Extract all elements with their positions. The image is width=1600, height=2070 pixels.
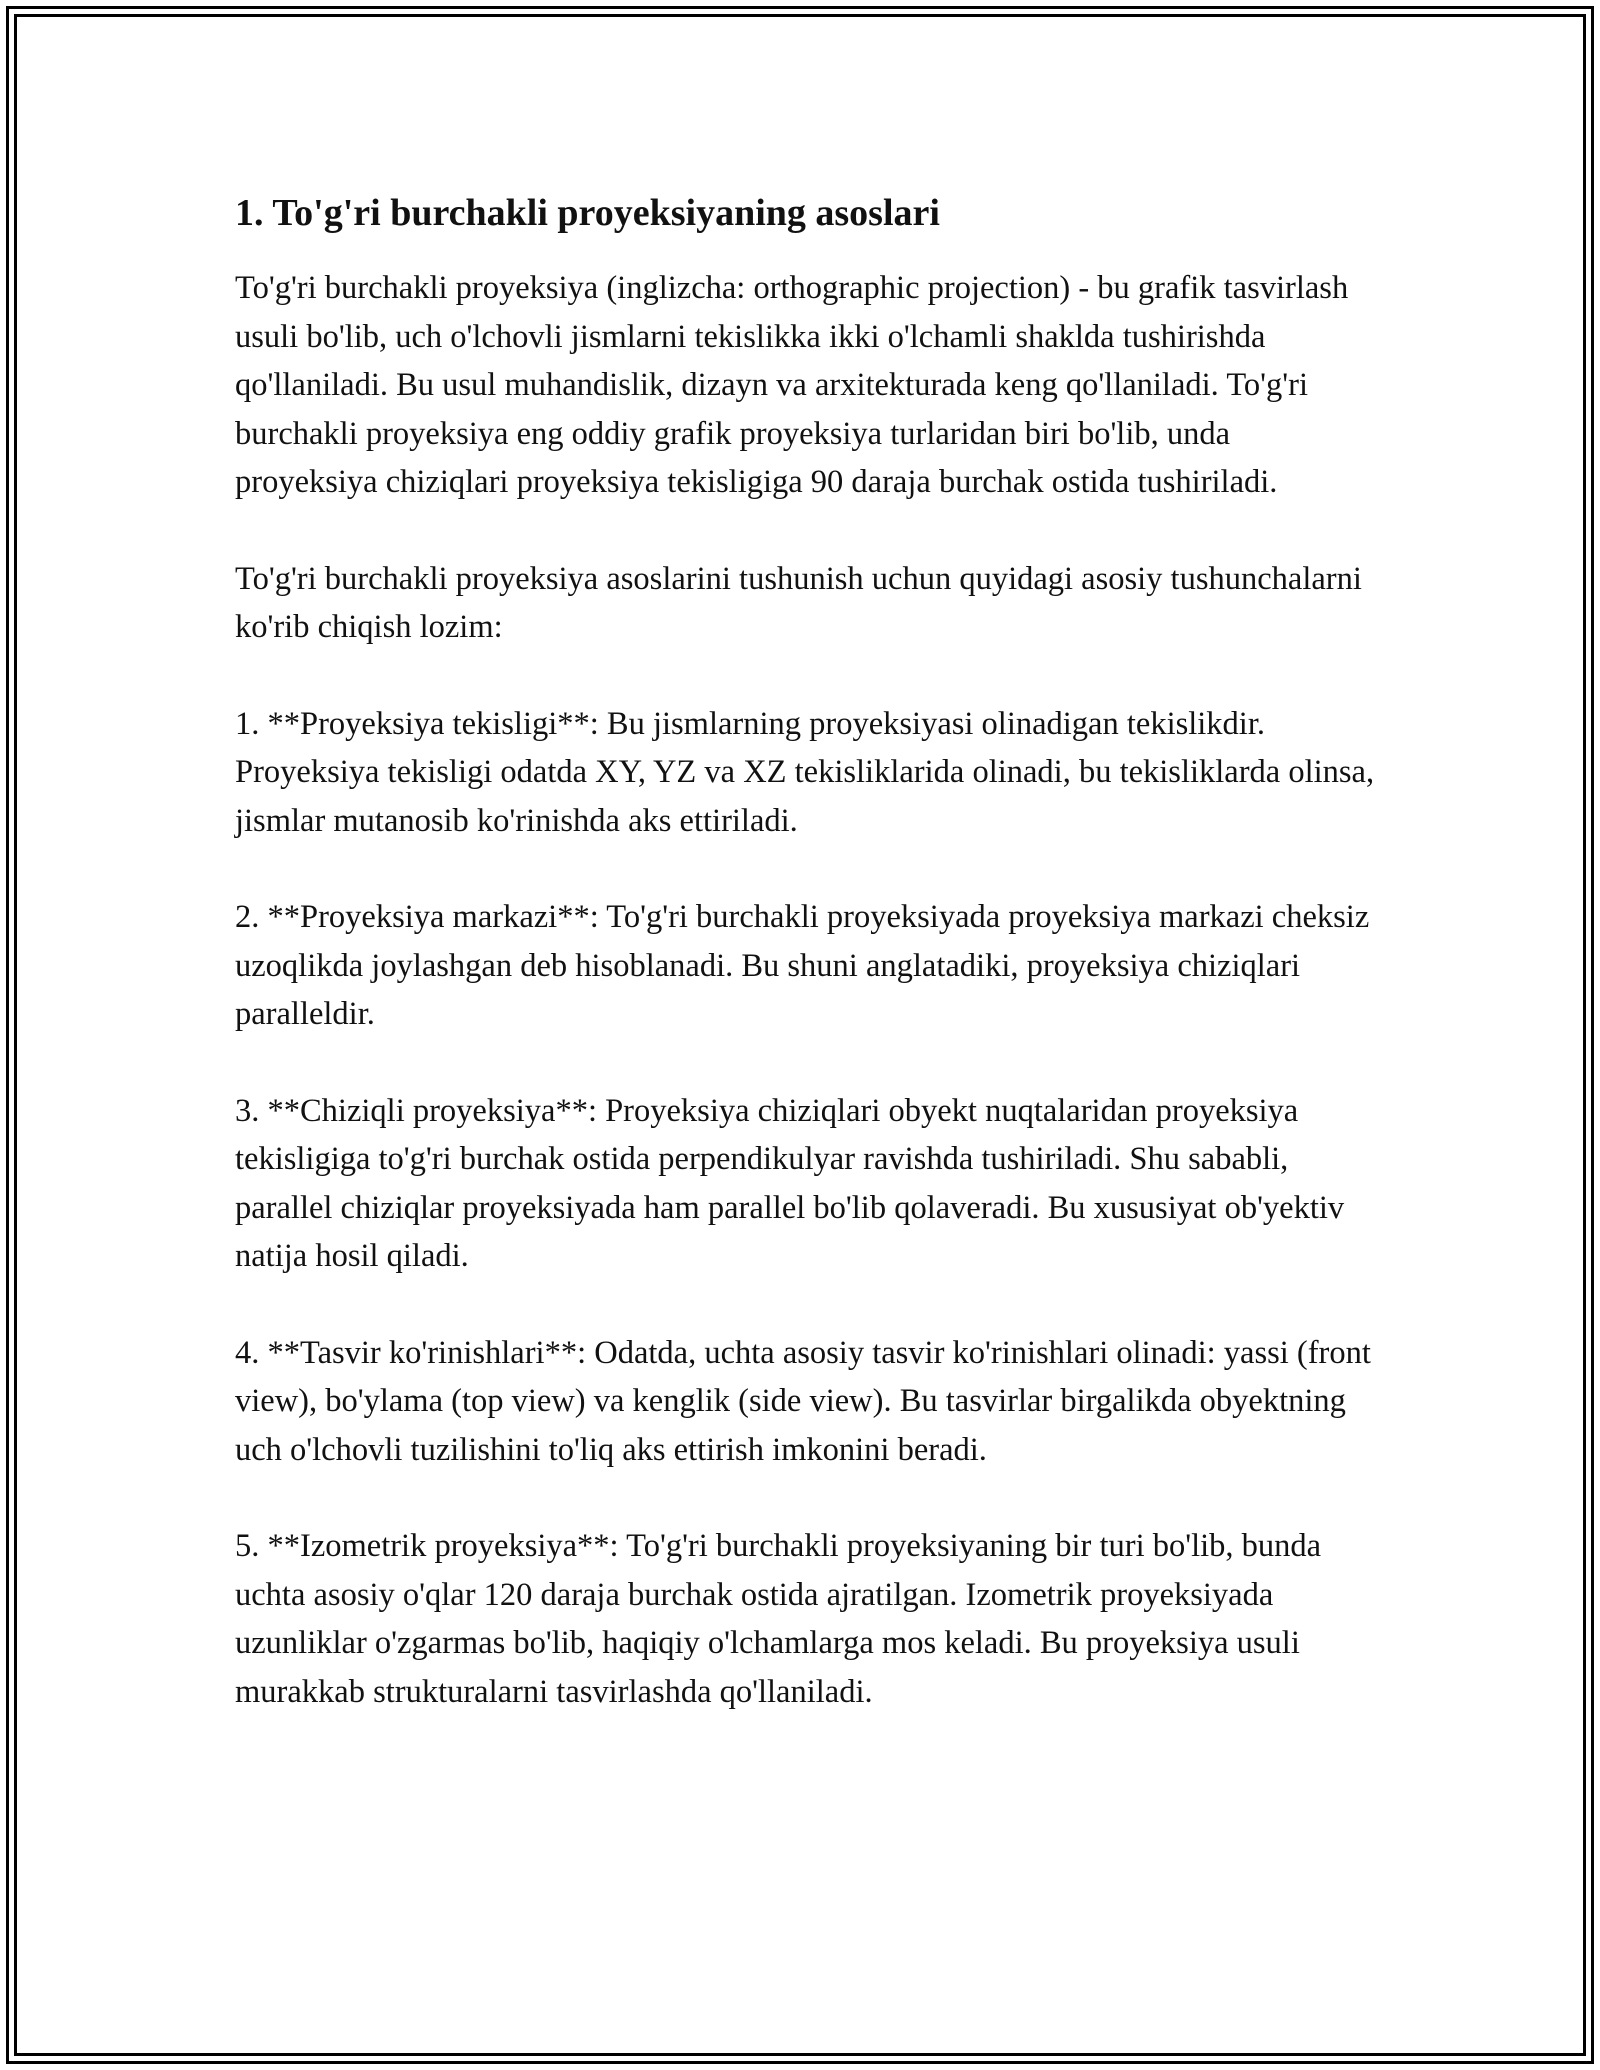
- document-body: [235, 188, 1375, 1764]
- paragraph-intro: To'g'ri burchakli proyeksiya (inglizcha: orthographic projection) - bu grafik tasvirlash usuli bo'lib, uch o'lchovli jismlarni tekislikka ikki o'lchamli shaklda tushirishda qo'llaniladi. Bu usul muhandislik, dizayn va arxitekturada keng qo'llaniladi. To'g'ri burchakli proyeksiya eng oddiy grafik proyeksiya turlaridan biri bo'lib, unda proyeksiya chiziqlari proyeksiya tekisligiga 90 daraja burchak ostida tushiriladi.: [235, 270, 1349, 500]
- list-item-projection-center: 2. **Proyeksiya markazi**: To'g'ri burchakli proyeksiyada proyeksiya markazi cheksiz uzoqlikda joylashgan deb hisoblanadi. Bu shuni anglatadiki, proyeksiya chiziqlari paralleldir.: [235, 899, 1370, 1032]
- list-item-projection-plane: 1. **Proyeksiya tekisligi**: Bu jismlarning proyeksiyasi olinadigan tekislikdir. Proyeksiya tekisligi odatda XY, YZ va XZ tekisliklarida olinadi, bu tekisliklarda olinsa, jismlar mutanosib ko'rinishda aks ettiriladi.: [235, 705, 1375, 839]
- paragraph-concepts-lead: To'g'ri burchakli proyeksiya asoslarini tushunish uchun quyidagi asosiy tushunchalarni ko'rib chiqish lozim:: [235, 560, 1362, 645]
- list-item-isometric-projection: 5. **Izometrik proyeksiya**: To'g'ri burchakli proyeksiyaning bir turi bo'lib, bunda uchta asosiy o'qlar 120 daraja burchak ostida ajratilgan. Izometrik proyeksiyada uzunliklar o'zgarmas bo'lib, haqiqiy o'lchamlarga mos keladi. Bu proyeksiya usuli murakkab strukturalarni tasvirlashda qo'llaniladi.: [235, 1528, 1322, 1710]
- list-item-views: 4. **Tasvir ko'rinishlari**: Odatda, uchta asosiy tasvir ko'rinishlari olinadi: yassi (front view), bo'ylama (top view) va kenglik (side view). Bu tasvirlar birgalikda obyektning uch o'lchovli tuzilishini to'liq aks ettirish imkonini beradi.: [235, 1334, 1371, 1468]
- section-heading: 1. To'g'ri burchakli proyeksiyaning asoslari: [235, 192, 940, 234]
- list-item-linear-projection: 3. **Chiziqli proyeksiya**: Proyeksiya chiziqlari obyekt nuqtalaridan proyeksiya tekisligiga to'g'ri burchak ostida perpendikulyar ravishda tushiriladi. Shu sababli, parallel chiziqlar proyeksiyada ham parallel bo'lib qolaveradi. Bu xususiyat ob'yektiv natija hosil qiladi.: [235, 1092, 1345, 1274]
